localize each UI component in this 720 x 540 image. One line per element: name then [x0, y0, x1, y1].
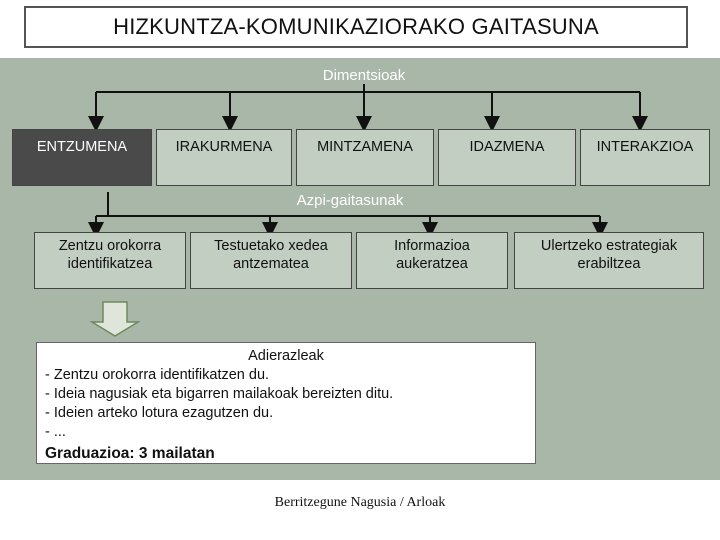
descriptor-item: - ... [45, 424, 66, 440]
grading-text: Graduazioa: 3 mailatan [45, 445, 215, 462]
descriptor-item: - Zentzu orokorra identifikatzen du. [45, 367, 270, 383]
descriptor-item: - Ideia nagusiak eta bigarren mailakoak bereizten ditu. [45, 386, 394, 402]
descriptor-item: - Ideien arteko lotura ezagutzen du. [45, 405, 274, 421]
dimension-irakurmena: IRAKURMENA [156, 129, 292, 186]
page-title: HIZKUNTZA-KOMUNIKAZIORAKO GAITASUNA [24, 6, 688, 48]
dimension-entzumena: ENTZUMENA [12, 129, 152, 186]
subskill-ulertzeko-estrategiak: Ulertzeko estrategiak erabiltzea [514, 232, 704, 289]
subskill-testuetako-xedea: Testuetako xedea antzematea [190, 232, 352, 289]
descriptors-heading: Adierazleak [248, 348, 324, 364]
dimensions-label: Dimentsioak [322, 67, 406, 84]
descriptors-box [36, 342, 536, 464]
subskill-informazioa: Informazioa aukeratzea [356, 232, 508, 289]
subskill-zentzu-orokorra: Zentzu orokorra identifikatzea [34, 232, 186, 289]
dimension-mintzamena: MINTZAMENA [296, 129, 434, 186]
dimension-idazmena: IDAZMENA [438, 129, 576, 186]
footer-credit: Berritzegune Nagusia / Arloak [274, 495, 446, 510]
dimension-interakzioa: INTERAKZIOA [580, 129, 710, 186]
subskills-label: Azpi-gaitasunak [296, 192, 404, 209]
